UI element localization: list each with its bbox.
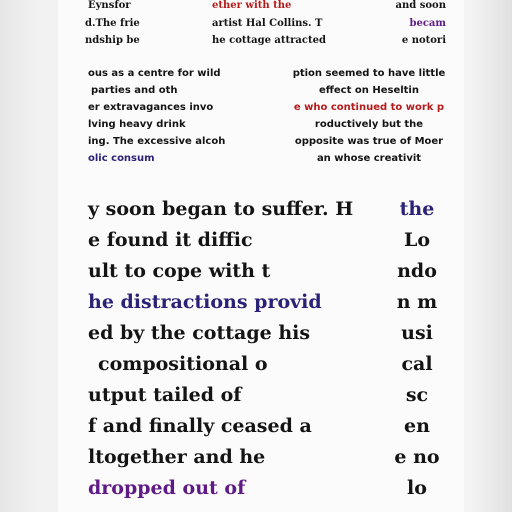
- mid-left-line-1: ous as a centre for wild: [88, 68, 221, 79]
- main-right-line-10: lo: [407, 477, 427, 499]
- mid-left-line-4: lving heavy drink: [88, 119, 186, 130]
- main-left-line-10: dropped out of: [88, 477, 246, 499]
- mid-right-line-4: roductively but the: [314, 119, 424, 130]
- top-right-line-2: becam: [409, 18, 446, 29]
- top-left-line-3: ndship be: [85, 35, 140, 46]
- main-left-line-2: e found it diffic: [88, 229, 253, 251]
- mid-left-line-6: olic consum: [88, 153, 155, 164]
- main-right-line-7: sc: [405, 384, 429, 406]
- main-right-line-9: e no: [394, 446, 440, 468]
- main-right-line-6: cal: [401, 353, 433, 375]
- main-right-line-3: ndo: [397, 260, 437, 282]
- mid-right-line-1: ption seemed to have little: [292, 68, 446, 79]
- mid-left-line-3: er extravagances invo: [88, 102, 214, 113]
- mid-left-line-2: parties and oth: [91, 85, 178, 96]
- top-left-line-1: Eynsfor: [88, 0, 131, 11]
- main-left-line-3: ult to cope with t: [88, 260, 271, 282]
- main-left-line-5: ed by the cottage his: [88, 322, 311, 344]
- mid-right-line-3: e who continued to work p: [293, 102, 445, 113]
- top-left-line-2: d.The frie: [85, 18, 140, 29]
- top-middle-line-3: he cottage attracted: [212, 35, 326, 46]
- main-right-line-5: usi: [401, 322, 433, 344]
- main-right-line-2: Lo: [403, 229, 431, 251]
- mid-right-line-5: opposite was true of Moer: [294, 136, 444, 147]
- main-left-line-9: ltogether and he: [88, 446, 266, 468]
- main-left-line-7: utput tailed of: [88, 384, 242, 406]
- main-left-line-1: y soon began to suffer. H: [88, 198, 354, 220]
- top-right-line-3: e notori: [401, 35, 446, 46]
- top-middle-line-1: ether with the: [212, 0, 292, 11]
- mid-right-line-2: effect on Heseltin: [319, 85, 419, 96]
- top-right-line-1: and soon: [395, 0, 446, 11]
- mid-left-line-5: ing. The excessive alcoh: [88, 136, 226, 147]
- main-right-line-4: n m: [396, 291, 438, 313]
- main-right-line-8: en: [404, 415, 430, 437]
- mid-right-line-6: an whose creativit: [316, 153, 422, 164]
- main-left-line-8: f and finally ceased a: [88, 415, 312, 437]
- main-left-line-6: compositional o: [98, 353, 268, 375]
- top-middle-line-2: artist Hal Collins. T: [212, 18, 323, 29]
- main-left-line-4: he distractions provid: [88, 291, 322, 313]
- main-right-line-1: the: [399, 198, 435, 220]
